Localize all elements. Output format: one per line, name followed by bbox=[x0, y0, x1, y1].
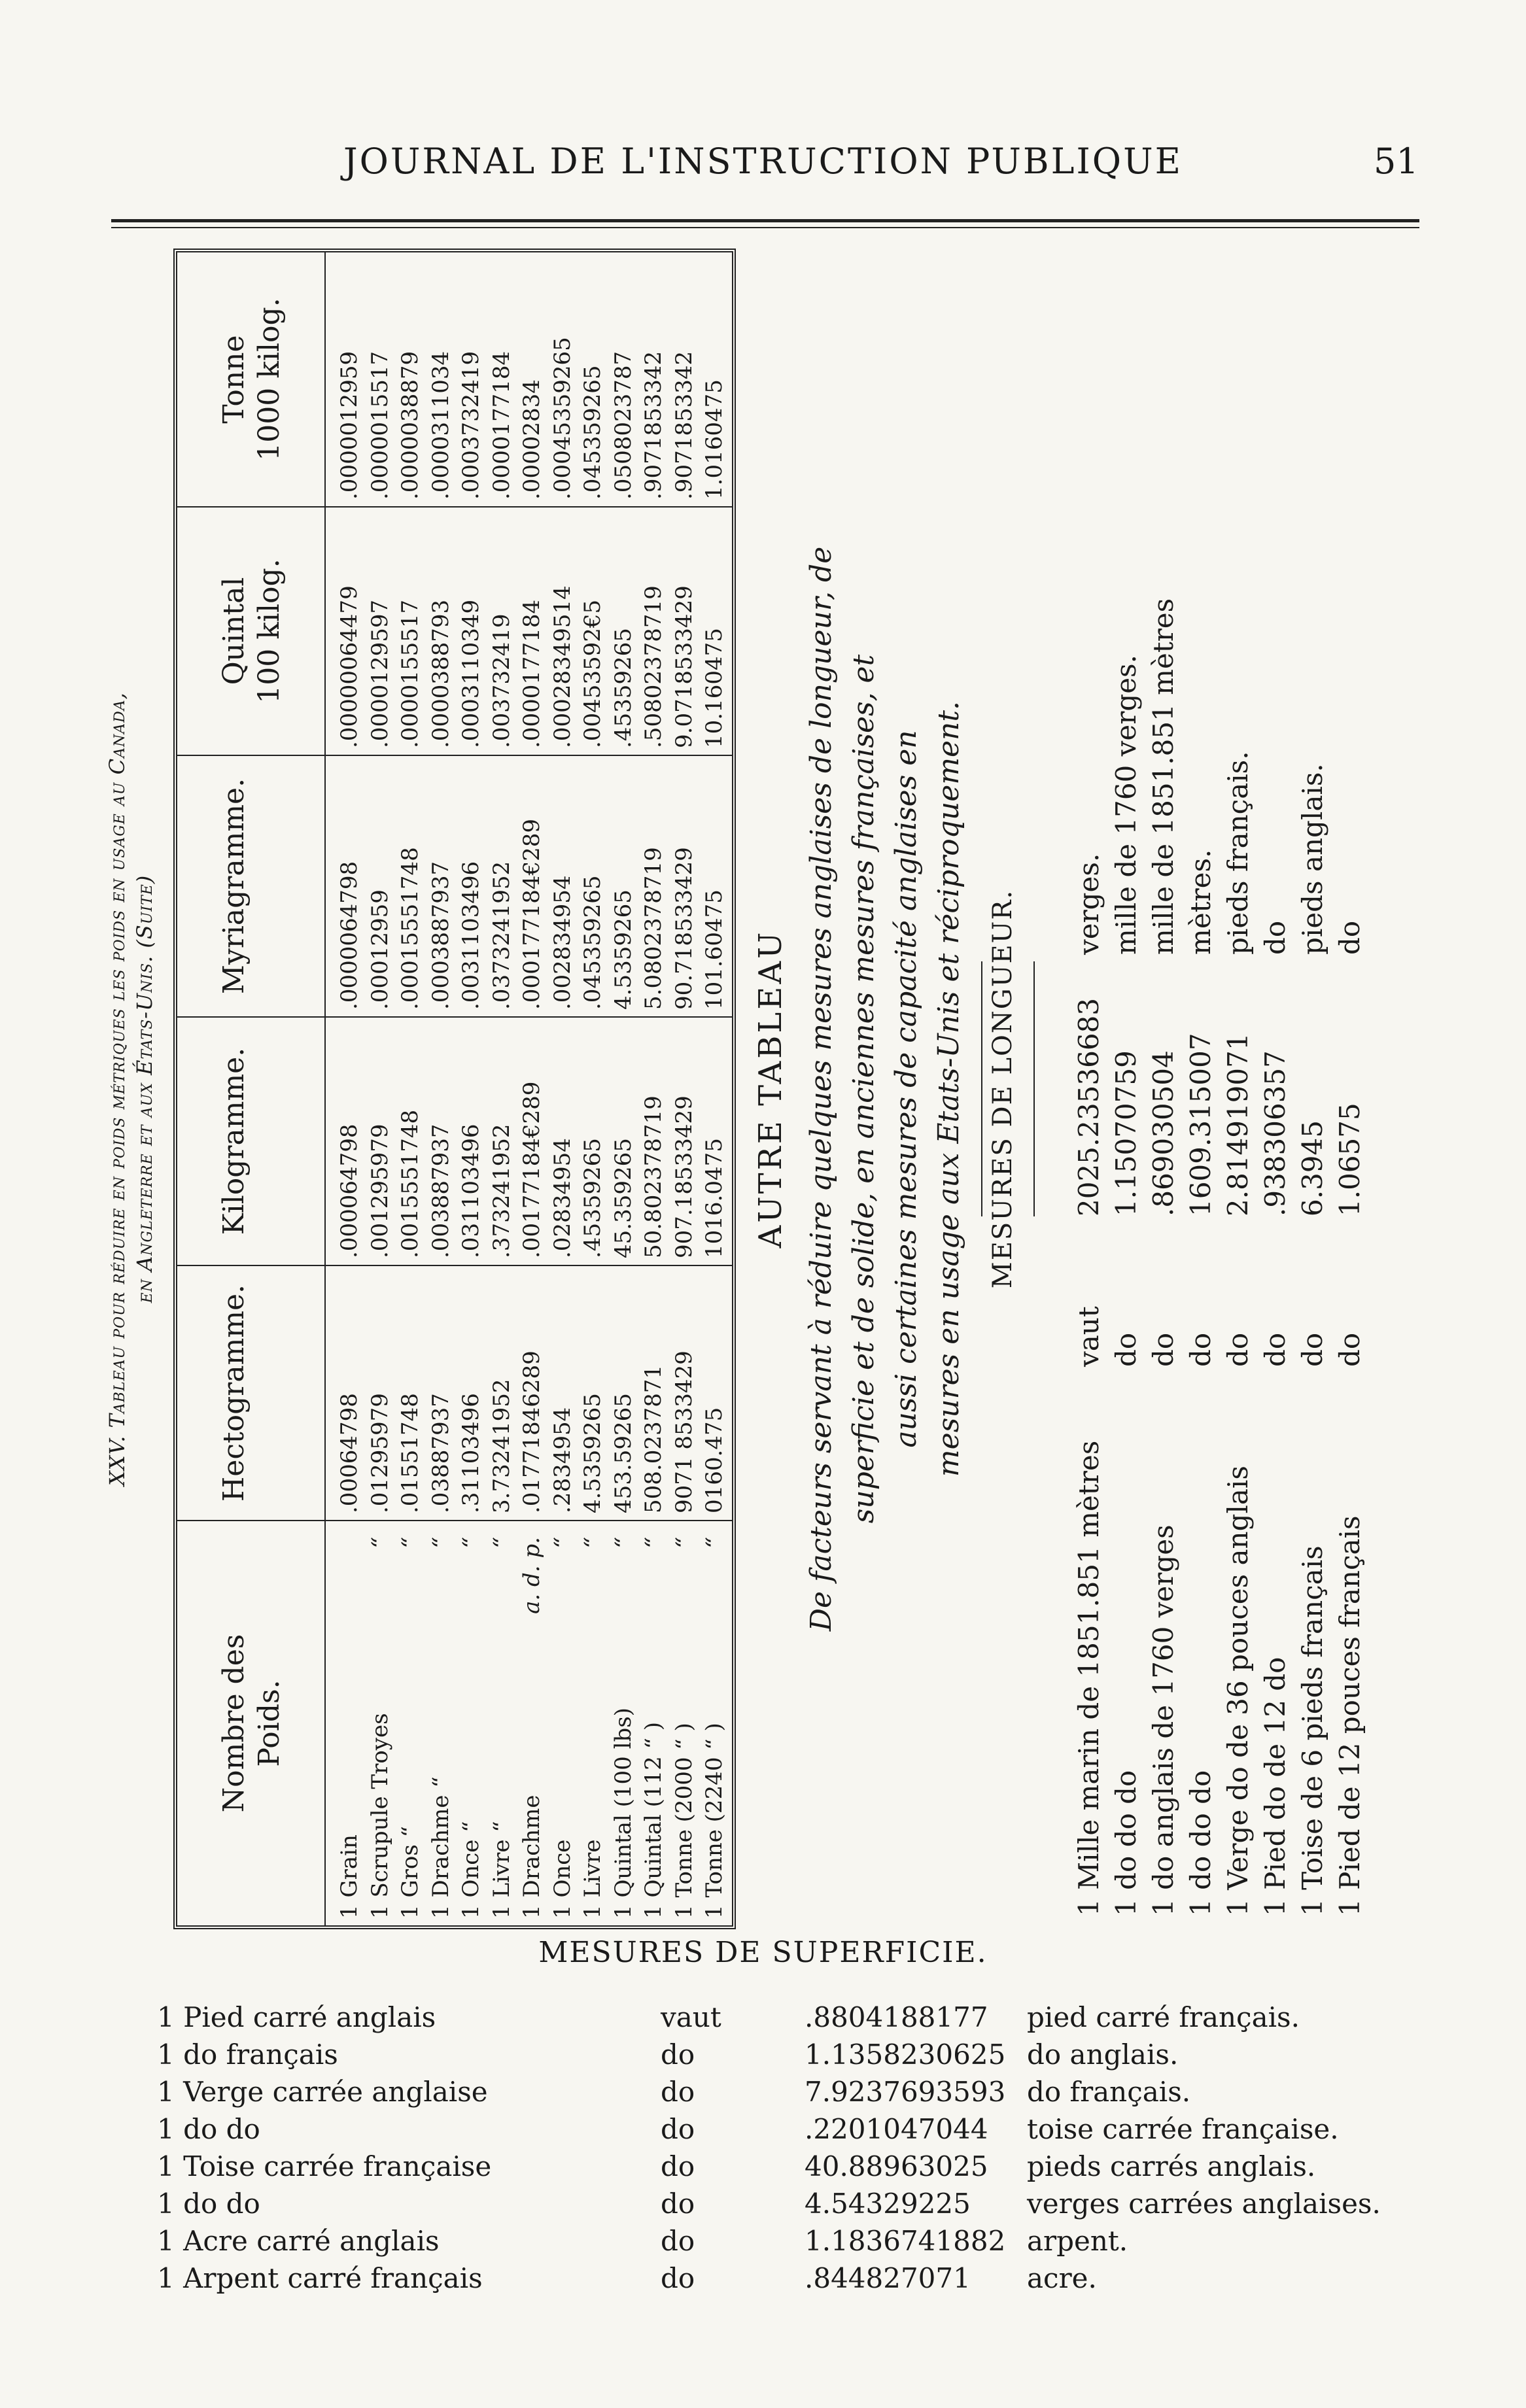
table-cell: .0000177184 bbox=[519, 599, 545, 748]
column-cells bbox=[334, 1022, 730, 1258]
table-cell: .00453592€5 bbox=[580, 599, 606, 748]
table-cell: .00015551748 bbox=[397, 847, 423, 1010]
table-cell: 9071 8533429 bbox=[670, 1350, 697, 1513]
table-cell: .001295979 bbox=[366, 1124, 393, 1258]
header-divider bbox=[324, 1018, 326, 1265]
superficie-row bbox=[157, 2150, 1465, 2187]
table-cell: .0000311034 bbox=[427, 351, 454, 500]
table-cell: .45359265 bbox=[610, 628, 636, 748]
table-cell: .373241952 bbox=[488, 1124, 515, 1258]
longueur-label: 1 do anglais de 1760 verges bbox=[1147, 1524, 1179, 1916]
table-cell: .0003887937 bbox=[427, 861, 454, 1010]
table-cell: 508.0237871 bbox=[640, 1364, 667, 1513]
ditto-mark: “ bbox=[488, 1537, 515, 1549]
longueur-verb: do bbox=[1334, 1332, 1366, 1367]
superficie-verb: vaut bbox=[661, 2001, 721, 2033]
longueur-verb: do bbox=[1110, 1332, 1142, 1367]
table-cell: 1 Livre “ “ bbox=[487, 1525, 517, 1919]
table-cell: .031103496 bbox=[458, 1124, 484, 1258]
ditto-mark: “ bbox=[366, 1537, 393, 1549]
longueur-label: 1 do do do bbox=[1110, 1770, 1142, 1916]
longueur-unit: mille de 1851.851 mètres bbox=[1147, 598, 1179, 955]
column-cells bbox=[334, 511, 730, 748]
table-column-tonne bbox=[177, 252, 732, 506]
table-cell: 45.359265 bbox=[610, 1138, 636, 1258]
column-header: Myriagramme. bbox=[217, 778, 251, 995]
ditto-mark: “ bbox=[701, 1537, 727, 1549]
table-cell: 1 Once “ “ bbox=[456, 1525, 487, 1919]
autre-description-line: mesures en usage aux Etats-Unis et réciproquement. bbox=[932, 700, 965, 1477]
table-cell: 1 Gros “ “ bbox=[395, 1525, 426, 1919]
table-cell: 1 Livre “ bbox=[578, 1525, 608, 1919]
ditto-mark: “ bbox=[670, 1537, 697, 1549]
table-cell: .0003732419 bbox=[458, 351, 484, 500]
superficie-unit: pied carré français. bbox=[1027, 2001, 1300, 2033]
table-cell: .00000064479 bbox=[336, 585, 362, 748]
longueur-value: 2025.23536683 bbox=[1073, 997, 1105, 1216]
superficie-row bbox=[157, 2076, 1465, 2112]
superficie-row bbox=[157, 2038, 1465, 2075]
superficie-label: 1 Acre carré anglais bbox=[157, 2225, 440, 2257]
longueur-value: 1609.315007 bbox=[1185, 1033, 1217, 1216]
longueur-unit: mètres. bbox=[1185, 849, 1217, 955]
table-cell: 1 Tonne (2000 “ ) “ bbox=[669, 1525, 700, 1919]
superficie-verb: do bbox=[661, 2076, 695, 2108]
longueur-verb: do bbox=[1185, 1332, 1217, 1367]
table-cell: .00012959 bbox=[366, 889, 393, 1010]
longueur-unit: do bbox=[1334, 920, 1366, 955]
autre-description-line: superficie et de solide, en anciennes mesures françaises, et bbox=[847, 654, 880, 1524]
longueur-value: 6.3945 bbox=[1296, 1120, 1328, 1216]
column-header: Hectogramme. bbox=[217, 1284, 251, 1502]
table-column-myriagramme bbox=[177, 755, 732, 1016]
longueur-unit: do bbox=[1259, 920, 1291, 955]
superficie-label: 1 do do bbox=[157, 2113, 260, 2145]
superficie-value: .844827071 bbox=[805, 2262, 971, 2294]
superficie-unit: acre. bbox=[1027, 2262, 1097, 2294]
header-divider bbox=[324, 507, 326, 755]
table-cell: 1 Once “ bbox=[547, 1525, 578, 1919]
table-cell: .00177184€289 bbox=[519, 1081, 545, 1258]
longueur-label: 1 do do do bbox=[1185, 1770, 1217, 1916]
table-cell: .0000015517 bbox=[366, 351, 393, 500]
table-cell: .0000388793 bbox=[427, 599, 454, 748]
table-cell: .0000038879 bbox=[397, 351, 423, 500]
ditto-mark: “ bbox=[397, 1537, 423, 1549]
page-number: 51 bbox=[1374, 141, 1419, 182]
superficie-row bbox=[157, 2225, 1465, 2262]
table-cell: .00028349514 bbox=[549, 585, 576, 748]
superficie-label: 1 Arpent carré français bbox=[157, 2262, 483, 2294]
column-header: Nombre des Poids. bbox=[217, 1634, 286, 1813]
superficie-row bbox=[157, 2001, 1465, 2038]
table-caption-line2: en Angleterre et aux États-Unis. (Suite) bbox=[132, 874, 157, 1303]
superficie-verb: do bbox=[661, 2150, 695, 2182]
column-cells bbox=[334, 1270, 730, 1513]
table-cell: .03887937 bbox=[427, 1393, 454, 1513]
table-column-hectogramme bbox=[177, 1265, 732, 1520]
rotated-landscape-block bbox=[98, 242, 1439, 1936]
superficie-verb: do bbox=[661, 2225, 695, 2257]
page-header-title: JOURNAL DE L'INSTRUCTION PUBLIQUE bbox=[343, 141, 1183, 182]
superficie-value: 4.54329225 bbox=[805, 2188, 971, 2220]
longueur-unit: verges. bbox=[1073, 853, 1105, 955]
ditto-mark: “ bbox=[458, 1537, 484, 1549]
longueur-value: .869030504 bbox=[1147, 1050, 1179, 1216]
ditto-mark: “ bbox=[580, 1537, 606, 1549]
longueur-value: 2.814919071 bbox=[1222, 1033, 1254, 1216]
longueur-label: 1 Pied do de 12 do bbox=[1259, 1657, 1291, 1916]
table-cell: 50.802378719 bbox=[640, 1095, 667, 1258]
superficie-value: 40.88963025 bbox=[805, 2150, 988, 2182]
longueur-label: 1 Pied de 12 pouces français bbox=[1334, 1515, 1366, 1916]
table-cell: 1 Scrupule Troyes “ bbox=[365, 1525, 396, 1919]
superficie-value: .8804188177 bbox=[805, 2001, 988, 2033]
superficie-value: .2201047044 bbox=[805, 2113, 988, 2145]
autre-description-line: aussi certaines mesures de capacité anglaises en bbox=[890, 730, 923, 1448]
header-divider bbox=[324, 252, 326, 506]
header-rule-thin bbox=[111, 227, 1419, 228]
superficie-unit: verges carrées anglaises. bbox=[1027, 2188, 1381, 2220]
superficie-label: 1 do do bbox=[157, 2188, 260, 2220]
table-cell: .01295979 bbox=[366, 1393, 393, 1513]
table-cell: 1 Tonne (2240 “ ) “ bbox=[699, 1525, 730, 1919]
table-cell: .01551748 bbox=[397, 1393, 423, 1513]
table-cell: .003732419 bbox=[488, 613, 515, 748]
table-cell: 1.0160475 bbox=[701, 379, 727, 500]
longueur-value: 1.06575 bbox=[1334, 1103, 1366, 1216]
longueur-verb: do bbox=[1296, 1332, 1328, 1367]
table-column-poids bbox=[177, 1520, 732, 1925]
table-cell: 10.160475 bbox=[701, 628, 727, 748]
table-cell: .002834954 bbox=[549, 875, 576, 1010]
longueur-label: 1 Mille marin de 1851.851 mètres bbox=[1073, 1440, 1105, 1916]
table-cell: 907.18533429 bbox=[670, 1095, 697, 1258]
superficie-label: 1 Toise carrée française bbox=[157, 2150, 492, 2182]
table-cell: .0000129597 bbox=[366, 599, 393, 748]
superficie-value: 1.1836741882 bbox=[805, 2225, 1006, 2257]
table-cell: .0508023787 bbox=[610, 351, 636, 500]
table-cell: 90.718533429 bbox=[670, 847, 697, 1010]
table-cell: .45359265 bbox=[580, 1138, 606, 1258]
column-header: Quintal 100 kilog. bbox=[217, 559, 286, 704]
section-rule bbox=[1033, 961, 1035, 1216]
table-cell: .0373241952 bbox=[488, 861, 515, 1010]
superficie-label: 1 Pied carré anglais bbox=[157, 2001, 436, 2033]
table-cell: 1016.0475 bbox=[701, 1138, 727, 1258]
superficie-unit: pieds carrés anglais. bbox=[1027, 2150, 1316, 2182]
table-cell: 9.0718533429 bbox=[670, 585, 697, 748]
superficie-label: 1 do français bbox=[157, 2038, 338, 2071]
superficie-verb: do bbox=[661, 2262, 695, 2294]
table-cell: .2834954 bbox=[549, 1407, 576, 1513]
table-cell: .0000177184 bbox=[488, 351, 515, 500]
longueur-value: 1.15070759 bbox=[1110, 1050, 1142, 1216]
ditto-mark: “ bbox=[610, 1537, 636, 1549]
superficie-row bbox=[157, 2113, 1465, 2150]
table-cell: 1 Quintal (112 “ ) “ bbox=[638, 1525, 669, 1919]
table-cell: 3.73241952 bbox=[488, 1379, 515, 1513]
table-cell: .00002834 bbox=[519, 379, 545, 500]
table-column-kilogramme bbox=[177, 1016, 732, 1265]
superficie-label: 1 Verge carrée anglaise bbox=[157, 2076, 488, 2108]
section-rule bbox=[981, 961, 982, 1216]
table-cell: 4.5359265 bbox=[610, 889, 636, 1010]
header-divider bbox=[324, 1266, 326, 1520]
table-cell: 1 Grain bbox=[336, 1834, 362, 1919]
table-cell: .000177184€289 bbox=[519, 818, 545, 1010]
superficie-verb: do bbox=[661, 2038, 695, 2071]
table-cell: .9071853342 bbox=[640, 351, 667, 500]
superficie-unit: arpent. bbox=[1027, 2225, 1128, 2257]
superficie-verb: do bbox=[661, 2188, 695, 2220]
superficie-unit: do français. bbox=[1027, 2076, 1191, 2108]
table-cell: .00045359265 bbox=[549, 337, 576, 500]
table-cell: 101.60475 bbox=[701, 889, 727, 1010]
superficie-unit: do anglais. bbox=[1027, 2038, 1179, 2071]
header-divider bbox=[324, 1521, 326, 1925]
superficie-value: 1.1358230625 bbox=[805, 2038, 1006, 2071]
table-cell: .045359265 bbox=[580, 875, 606, 1010]
table-cell: 4.5359265 bbox=[580, 1393, 606, 1513]
table-cell: 0160.475 bbox=[701, 1407, 727, 1513]
table-cell: 5.0802378719 bbox=[640, 847, 667, 1010]
superficie-unit: toise carrée française. bbox=[1027, 2113, 1339, 2145]
table-column-quintal bbox=[177, 506, 732, 755]
table-cell: .000064798 bbox=[336, 1124, 362, 1258]
table-cell: .00064798 bbox=[336, 1393, 362, 1513]
column-header: Kilogramme. bbox=[217, 1047, 251, 1235]
table-cell: .003887937 bbox=[427, 1124, 454, 1258]
ditto-mark: “ bbox=[640, 1537, 667, 1549]
autre-description-line: De facteurs servant à réduire quelques mesures anglaises de longueur, de bbox=[805, 546, 838, 1632]
longueur-unit: mille de 1760 verges. bbox=[1110, 655, 1142, 955]
superficie-verb: do bbox=[661, 2113, 695, 2145]
column-header: Tonne 1000 kilog. bbox=[217, 298, 286, 461]
table-cell: .045359265 bbox=[580, 365, 606, 500]
table-cell: 1 Drachme “ “ bbox=[426, 1525, 457, 1919]
table-cell: .31103496 bbox=[458, 1393, 484, 1513]
weights-table bbox=[173, 249, 736, 1929]
longueur-title: MESURES DE LONGUEUR. bbox=[988, 889, 1018, 1289]
superficie-value: 7.9237693593 bbox=[805, 2076, 1006, 2108]
longueur-verb: vaut bbox=[1073, 1306, 1105, 1367]
ditto-mark: “ bbox=[427, 1537, 454, 1549]
table-cell: 1 Drachme a. d. p. bbox=[517, 1525, 547, 1919]
longueur-verb: do bbox=[1147, 1332, 1179, 1367]
ditto-mark: “ bbox=[549, 1537, 576, 1549]
longueur-verb: do bbox=[1259, 1332, 1291, 1367]
column-cells bbox=[334, 1525, 730, 1919]
table-cell: .0015551748 bbox=[397, 1109, 423, 1258]
longueur-verb: do bbox=[1222, 1332, 1254, 1367]
superficie-row bbox=[157, 2262, 1465, 2299]
column-cells bbox=[334, 256, 730, 500]
longueur-value: .938306357 bbox=[1259, 1050, 1291, 1216]
table-cell: .02834954 bbox=[549, 1138, 576, 1258]
table-cell: .0031103496 bbox=[458, 861, 484, 1010]
ditto-mark: a. d. p. bbox=[519, 1537, 545, 1614]
header-rule bbox=[111, 219, 1419, 222]
column-cells bbox=[334, 760, 730, 1010]
table-cell: .0000012959 bbox=[336, 351, 362, 500]
longueur-label: 1 Toise de 6 pieds français bbox=[1296, 1545, 1328, 1916]
longueur-unit: pieds français. bbox=[1222, 751, 1254, 955]
table-cell: .0003110349 bbox=[458, 599, 484, 748]
table-cell: .50802378719 bbox=[640, 585, 667, 748]
table-cell: .01771846289 bbox=[519, 1350, 545, 1513]
table-cell: .9071853342 bbox=[670, 351, 697, 500]
longueur-unit: pieds anglais. bbox=[1296, 763, 1328, 955]
table-cell: 453.59265 bbox=[610, 1393, 636, 1513]
longueur-label: 1 Verge do de 36 pouces anglais bbox=[1222, 1466, 1254, 1916]
table-cell: .0000064798 bbox=[336, 861, 362, 1010]
autre-tableau-title: AUTRE TABLEAU bbox=[752, 929, 789, 1248]
superficie-title: MESURES DE SUPERFICIE. bbox=[538, 1936, 988, 1969]
table-caption-line1: XXV. Tableau pour réduire en poids métriques les poids en usage au Canada, bbox=[105, 692, 130, 1486]
table-cell: .0000155517 bbox=[397, 599, 423, 748]
header-divider bbox=[324, 756, 326, 1016]
table-cell: 1 Quintal (100 lbs) “ bbox=[608, 1525, 639, 1919]
superficie-row bbox=[157, 2188, 1465, 2224]
